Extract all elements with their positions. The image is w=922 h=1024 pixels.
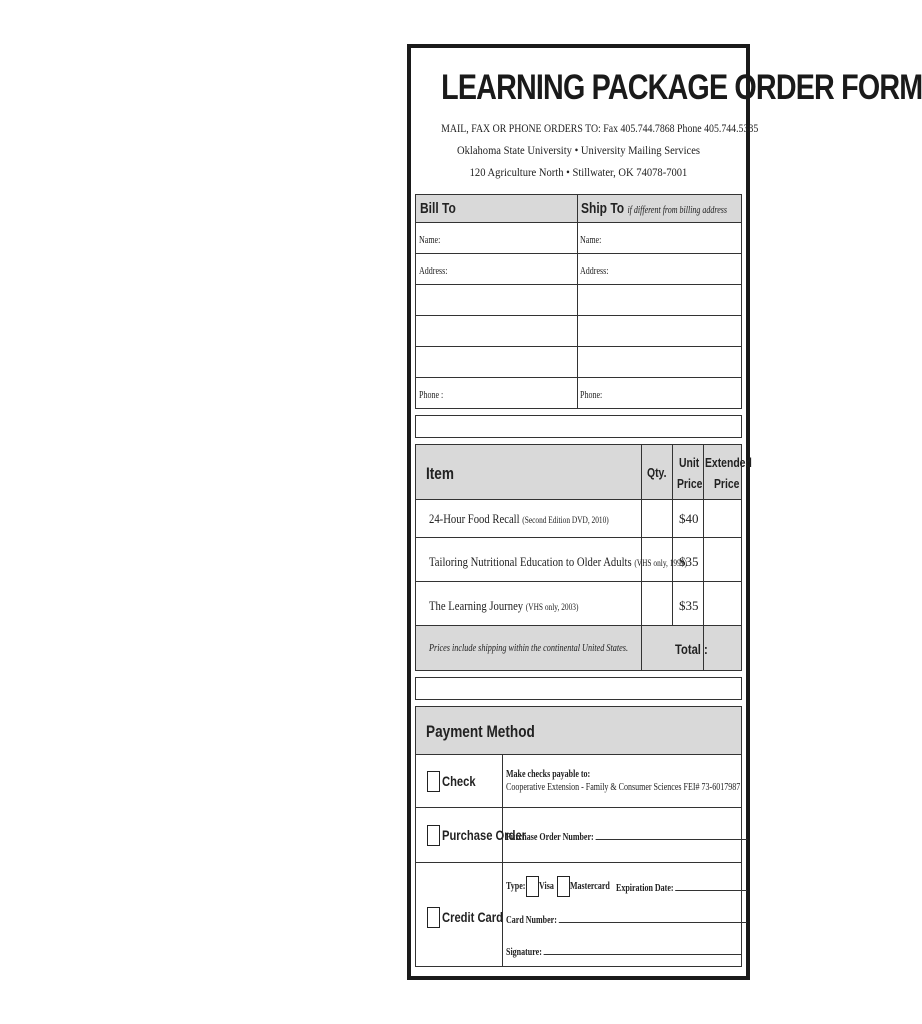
bill-to-header: Bill To: [420, 200, 456, 217]
check-payable-text: Cooperative Extension - Family & Consumer Sciences FEI# 73-6017987: [506, 782, 741, 793]
expiration-date-field[interactable]: [616, 881, 748, 894]
purchase-order-label: Purchase Order: [442, 827, 527, 843]
cc-type-label: Type:: [506, 881, 526, 892]
blank-row: [415, 415, 742, 438]
item-column-header: Item: [426, 464, 454, 483]
signature-line[interactable]: [544, 945, 742, 955]
ship-phone-field[interactable]: Phone:: [580, 390, 603, 401]
order-form: [407, 44, 922, 980]
item-price: $40: [679, 511, 699, 526]
expiration-date-line[interactable]: [676, 881, 748, 891]
items-table: [415, 444, 752, 671]
po-number-field[interactable]: [506, 830, 748, 843]
mastercard-label: Mastercard: [570, 881, 610, 892]
visa-checkbox[interactable]: [526, 876, 539, 897]
item-note: (VHS only, 2003): [525, 602, 579, 612]
card-number-line[interactable]: [559, 913, 747, 923]
address-line-3: 120 Agriculture North • Stillwater, OK 74078-7001: [469, 165, 688, 179]
ship-to-note: if different from billing address: [627, 205, 728, 216]
po-number-label: Purchase Order Number:: [506, 832, 594, 843]
credit-card-checkbox[interactable]: [427, 907, 440, 928]
ship-to-title: Ship To: [581, 200, 625, 217]
item-name: 24-Hour Food Recall: [429, 511, 520, 526]
payment-table: [415, 706, 742, 967]
extended-price-header-1: Extended: [705, 455, 752, 470]
card-number-label: Card Number:: [506, 915, 557, 926]
item-row-3: [429, 598, 578, 614]
item-price: $35: [679, 554, 699, 569]
item-name: The Learning Journey: [429, 598, 524, 613]
bill-address-field[interactable]: Address:: [419, 266, 448, 277]
address-line-2: Oklahoma State University • University Mailing Services: [456, 143, 701, 157]
purchase-order-checkbox[interactable]: [427, 825, 440, 846]
item-row-2: [429, 554, 687, 570]
signature-field[interactable]: [506, 945, 742, 958]
ship-to-header: [581, 200, 727, 217]
shipping-note: Prices include shipping within the continental United States.: [429, 643, 629, 654]
ship-address-field[interactable]: Address:: [580, 266, 609, 277]
expiration-date-label: Expiration Date:: [616, 883, 674, 894]
form-title: LEARNING PACKAGE ORDER FORM: [441, 68, 922, 107]
address-line-1: MAIL, FAX OR PHONE ORDERS TO: Fax 405.744.7868 Phone 405.744.5385: [441, 121, 759, 135]
mastercard-checkbox[interactable]: [557, 876, 570, 897]
item-price: $35: [679, 598, 699, 613]
total-label: Total :: [675, 641, 708, 657]
billing-shipping-table: [415, 194, 742, 409]
bill-phone-field[interactable]: Phone :: [419, 390, 444, 401]
check-checkbox[interactable]: [427, 771, 440, 792]
qty-column-header: Qty.: [647, 465, 667, 480]
unit-price-header-2: Price: [677, 476, 703, 491]
item-note: (Second Edition DVD, 2010): [522, 515, 609, 525]
unit-price-header-1: Unit: [679, 455, 700, 470]
item-row-1: [429, 511, 609, 527]
check-label: Check: [442, 773, 476, 789]
extended-price-header-2: Price: [714, 476, 740, 491]
check-payable-title: Make checks payable to:: [506, 769, 591, 780]
po-number-line[interactable]: [596, 830, 748, 840]
signature-label: Signature:: [506, 947, 542, 958]
blank-row-2: [415, 677, 742, 700]
ship-name-field[interactable]: Name:: [580, 235, 602, 246]
visa-label: Visa: [539, 881, 554, 892]
item-name: Tailoring Nutritional Education to Older Adults: [429, 554, 632, 569]
item-note: (VHS only, 1999): [634, 558, 687, 568]
card-number-field[interactable]: [506, 913, 747, 926]
bill-name-field[interactable]: Name:: [419, 235, 441, 246]
credit-card-label: Credit Card: [442, 909, 503, 925]
payment-method-header: Payment Method: [426, 722, 535, 741]
